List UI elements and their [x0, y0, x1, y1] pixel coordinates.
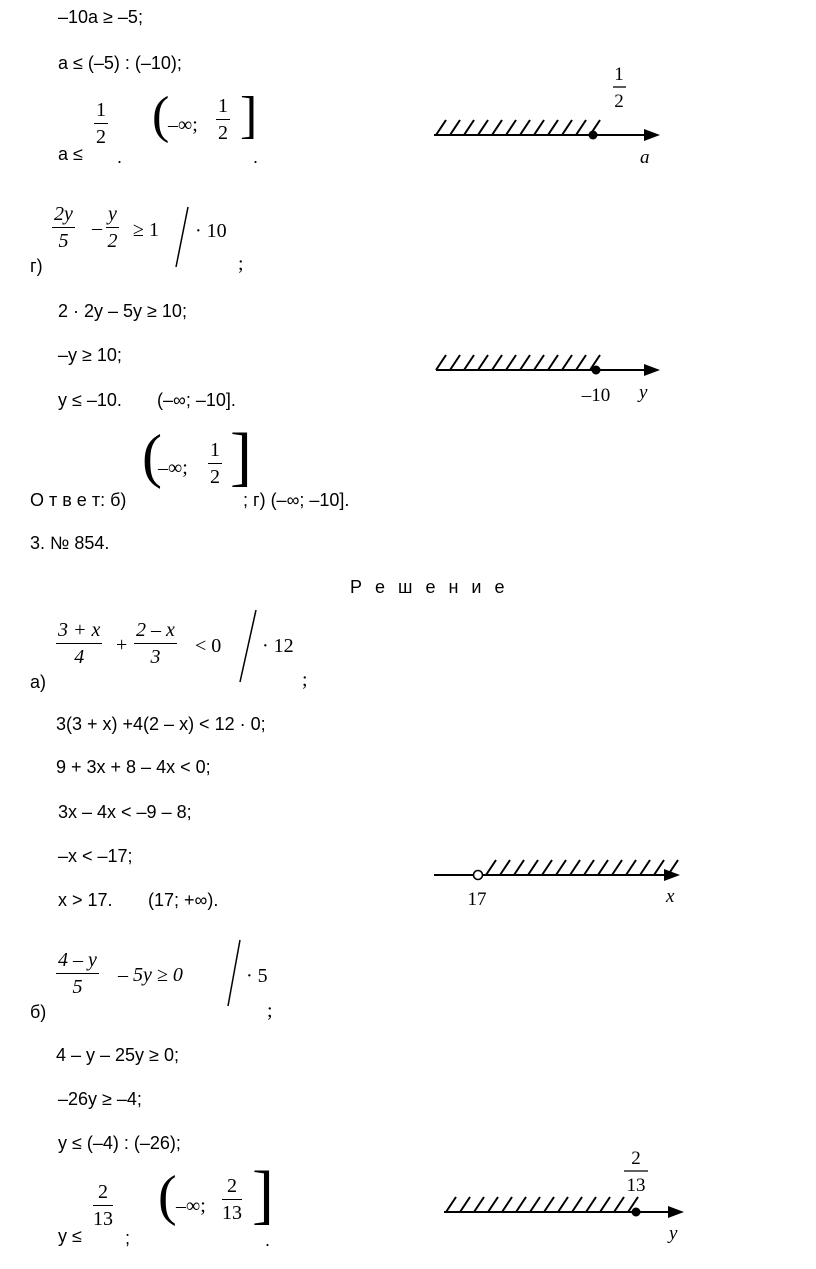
a-slash [236, 608, 260, 684]
axis-arrow [644, 129, 660, 141]
number-line-a [430, 848, 690, 918]
denominator: 13 [222, 1202, 242, 1224]
a-step-3: 3x – 4x < –9 – 8; [58, 802, 192, 822]
denominator: 2 [96, 126, 106, 148]
denominator: 13 [93, 1208, 113, 1230]
numerator: 1 [94, 100, 108, 124]
axis-arrow [644, 364, 660, 376]
closed-point [589, 131, 598, 140]
numerator: 3 + x [56, 620, 102, 644]
axis-variable: y [639, 382, 648, 403]
a-interval: (17; +∞). [148, 890, 219, 910]
numerator: 1 [216, 96, 230, 120]
b2-step-3: y ≤ (–4) : (–26); [58, 1133, 181, 1153]
axis-mark-num: 2 [631, 1148, 641, 1169]
g-multiplier: · 10 [195, 220, 227, 242]
b-interval-fraction [216, 96, 230, 144]
a-fraction-2 [134, 620, 177, 668]
a-step-4: –x < –17; [58, 846, 133, 866]
g-slash [172, 205, 192, 269]
a-plus: + [116, 634, 128, 656]
b-step-3-prefix: a ≤ [58, 144, 83, 164]
answer-prefix: О т в е т: б) [30, 490, 127, 510]
g-step-2: –y ≥ 10; [58, 345, 122, 365]
b-step-2: a ≤ (–5) : (–10); [58, 53, 182, 73]
g-rhs: ≥ 1 [133, 219, 159, 241]
b-interval-left: –∞; [168, 114, 198, 136]
a-multiplier: · 12 [262, 635, 294, 657]
b2-semicolon: ; [267, 1000, 273, 1022]
g-fraction-2 [106, 204, 119, 252]
answer-interval-left: –∞; [158, 457, 188, 479]
b2-slash [224, 938, 244, 1008]
answer-close-bracket: ] [230, 420, 252, 493]
b-interval-close-bracket: ] [240, 87, 258, 144]
closed-point [592, 366, 601, 375]
a-rhs: < 0 [195, 635, 222, 657]
numerator: 2 [93, 1182, 113, 1206]
a-step-5: x > 17. [58, 890, 113, 910]
g-step-1: 2 · 2y – 5y ≥ 10; [58, 301, 187, 321]
b-step-1: –10a ≥ –5; [58, 7, 143, 27]
denominator: 2 [107, 230, 118, 252]
g-interval: (–∞; –10]. [157, 390, 236, 410]
axis-variable: y [669, 1223, 678, 1244]
axis-mark: –10 [581, 385, 611, 406]
a-label: а) [30, 672, 47, 692]
numerator: 1 [208, 440, 222, 464]
g-step-3: y ≤ –10. [58, 390, 122, 410]
b2-step-1: 4 – y – 25y ≥ 0; [56, 1045, 179, 1065]
b2-multiplier: · 5 [246, 965, 268, 987]
b-half-fraction [94, 100, 108, 148]
hatch-lines [436, 120, 600, 135]
denominator: 2 [210, 466, 220, 488]
b-interval-end: . [253, 147, 259, 167]
axis-arrow [668, 1206, 684, 1218]
axis-mark-num: 1 [614, 64, 624, 85]
denominator: 2 [218, 122, 228, 144]
b2-interval-fraction [222, 1176, 242, 1224]
b2-step-4-semicolon: ; [125, 1228, 131, 1248]
axis-variable: a [640, 147, 650, 168]
b2-interval-open-paren: ( [158, 1165, 177, 1227]
b2-fraction-result [93, 1182, 113, 1230]
b2-rest: – 5y ≥ 0 [118, 964, 183, 986]
numerator: 4 – y [56, 950, 99, 974]
numerator: y [106, 204, 119, 228]
b2-label: б) [30, 1002, 47, 1022]
b2-step-4-prefix: y ≤ [58, 1226, 82, 1246]
b2-fraction [56, 950, 99, 998]
axis-mark: 17 [467, 889, 487, 910]
open-point [474, 871, 483, 880]
g-minus: – [92, 217, 102, 239]
b-step-3-dot: . [117, 147, 123, 167]
denominator: 3 [150, 646, 161, 668]
answer-open-paren: ( [142, 423, 162, 489]
denominator: 4 [74, 646, 85, 668]
solution-heading: Р е ш е н и е [350, 577, 509, 597]
a-fraction-1 [56, 620, 102, 668]
number-line-b2 [440, 1148, 700, 1248]
denominator: 5 [58, 230, 69, 252]
g-semicolon: ; [238, 253, 244, 275]
closed-point [632, 1208, 641, 1217]
axis-mark-den: 2 [614, 91, 624, 112]
numerator: 2y [52, 204, 75, 228]
b2-interval-close-bracket: ] [252, 1158, 274, 1231]
hatch-lines [486, 860, 678, 875]
g-fraction-1 [52, 204, 75, 252]
numerator: 2 [222, 1176, 242, 1200]
axis-variable: x [666, 886, 675, 907]
answer-suffix: ; г) (–∞; –10]. [243, 490, 350, 510]
b-interval-open-paren: ( [152, 87, 170, 144]
b2-interval-end: . [265, 1230, 271, 1250]
axis-mark-den: 13 [626, 1175, 646, 1196]
a-step-2: 9 + 3x + 8 – 4x < 0; [56, 757, 211, 777]
a-step-1: 3(3 + x) +4(2 – x) < 12 · 0; [56, 714, 266, 734]
b2-interval-left: –∞; [176, 1195, 206, 1217]
number-line-g [430, 340, 680, 410]
task-number: 3. № 854. [30, 533, 110, 553]
a-semicolon: ; [302, 669, 308, 691]
hatch-lines [446, 1197, 638, 1212]
denominator: 5 [72, 976, 83, 998]
b2-step-2: –26y ≥ –4; [58, 1089, 142, 1109]
g-label: г) [30, 256, 43, 276]
answer-fraction [208, 440, 222, 488]
numerator: 2 – x [134, 620, 177, 644]
hatch-lines [436, 355, 600, 370]
number-line-b [430, 65, 680, 175]
